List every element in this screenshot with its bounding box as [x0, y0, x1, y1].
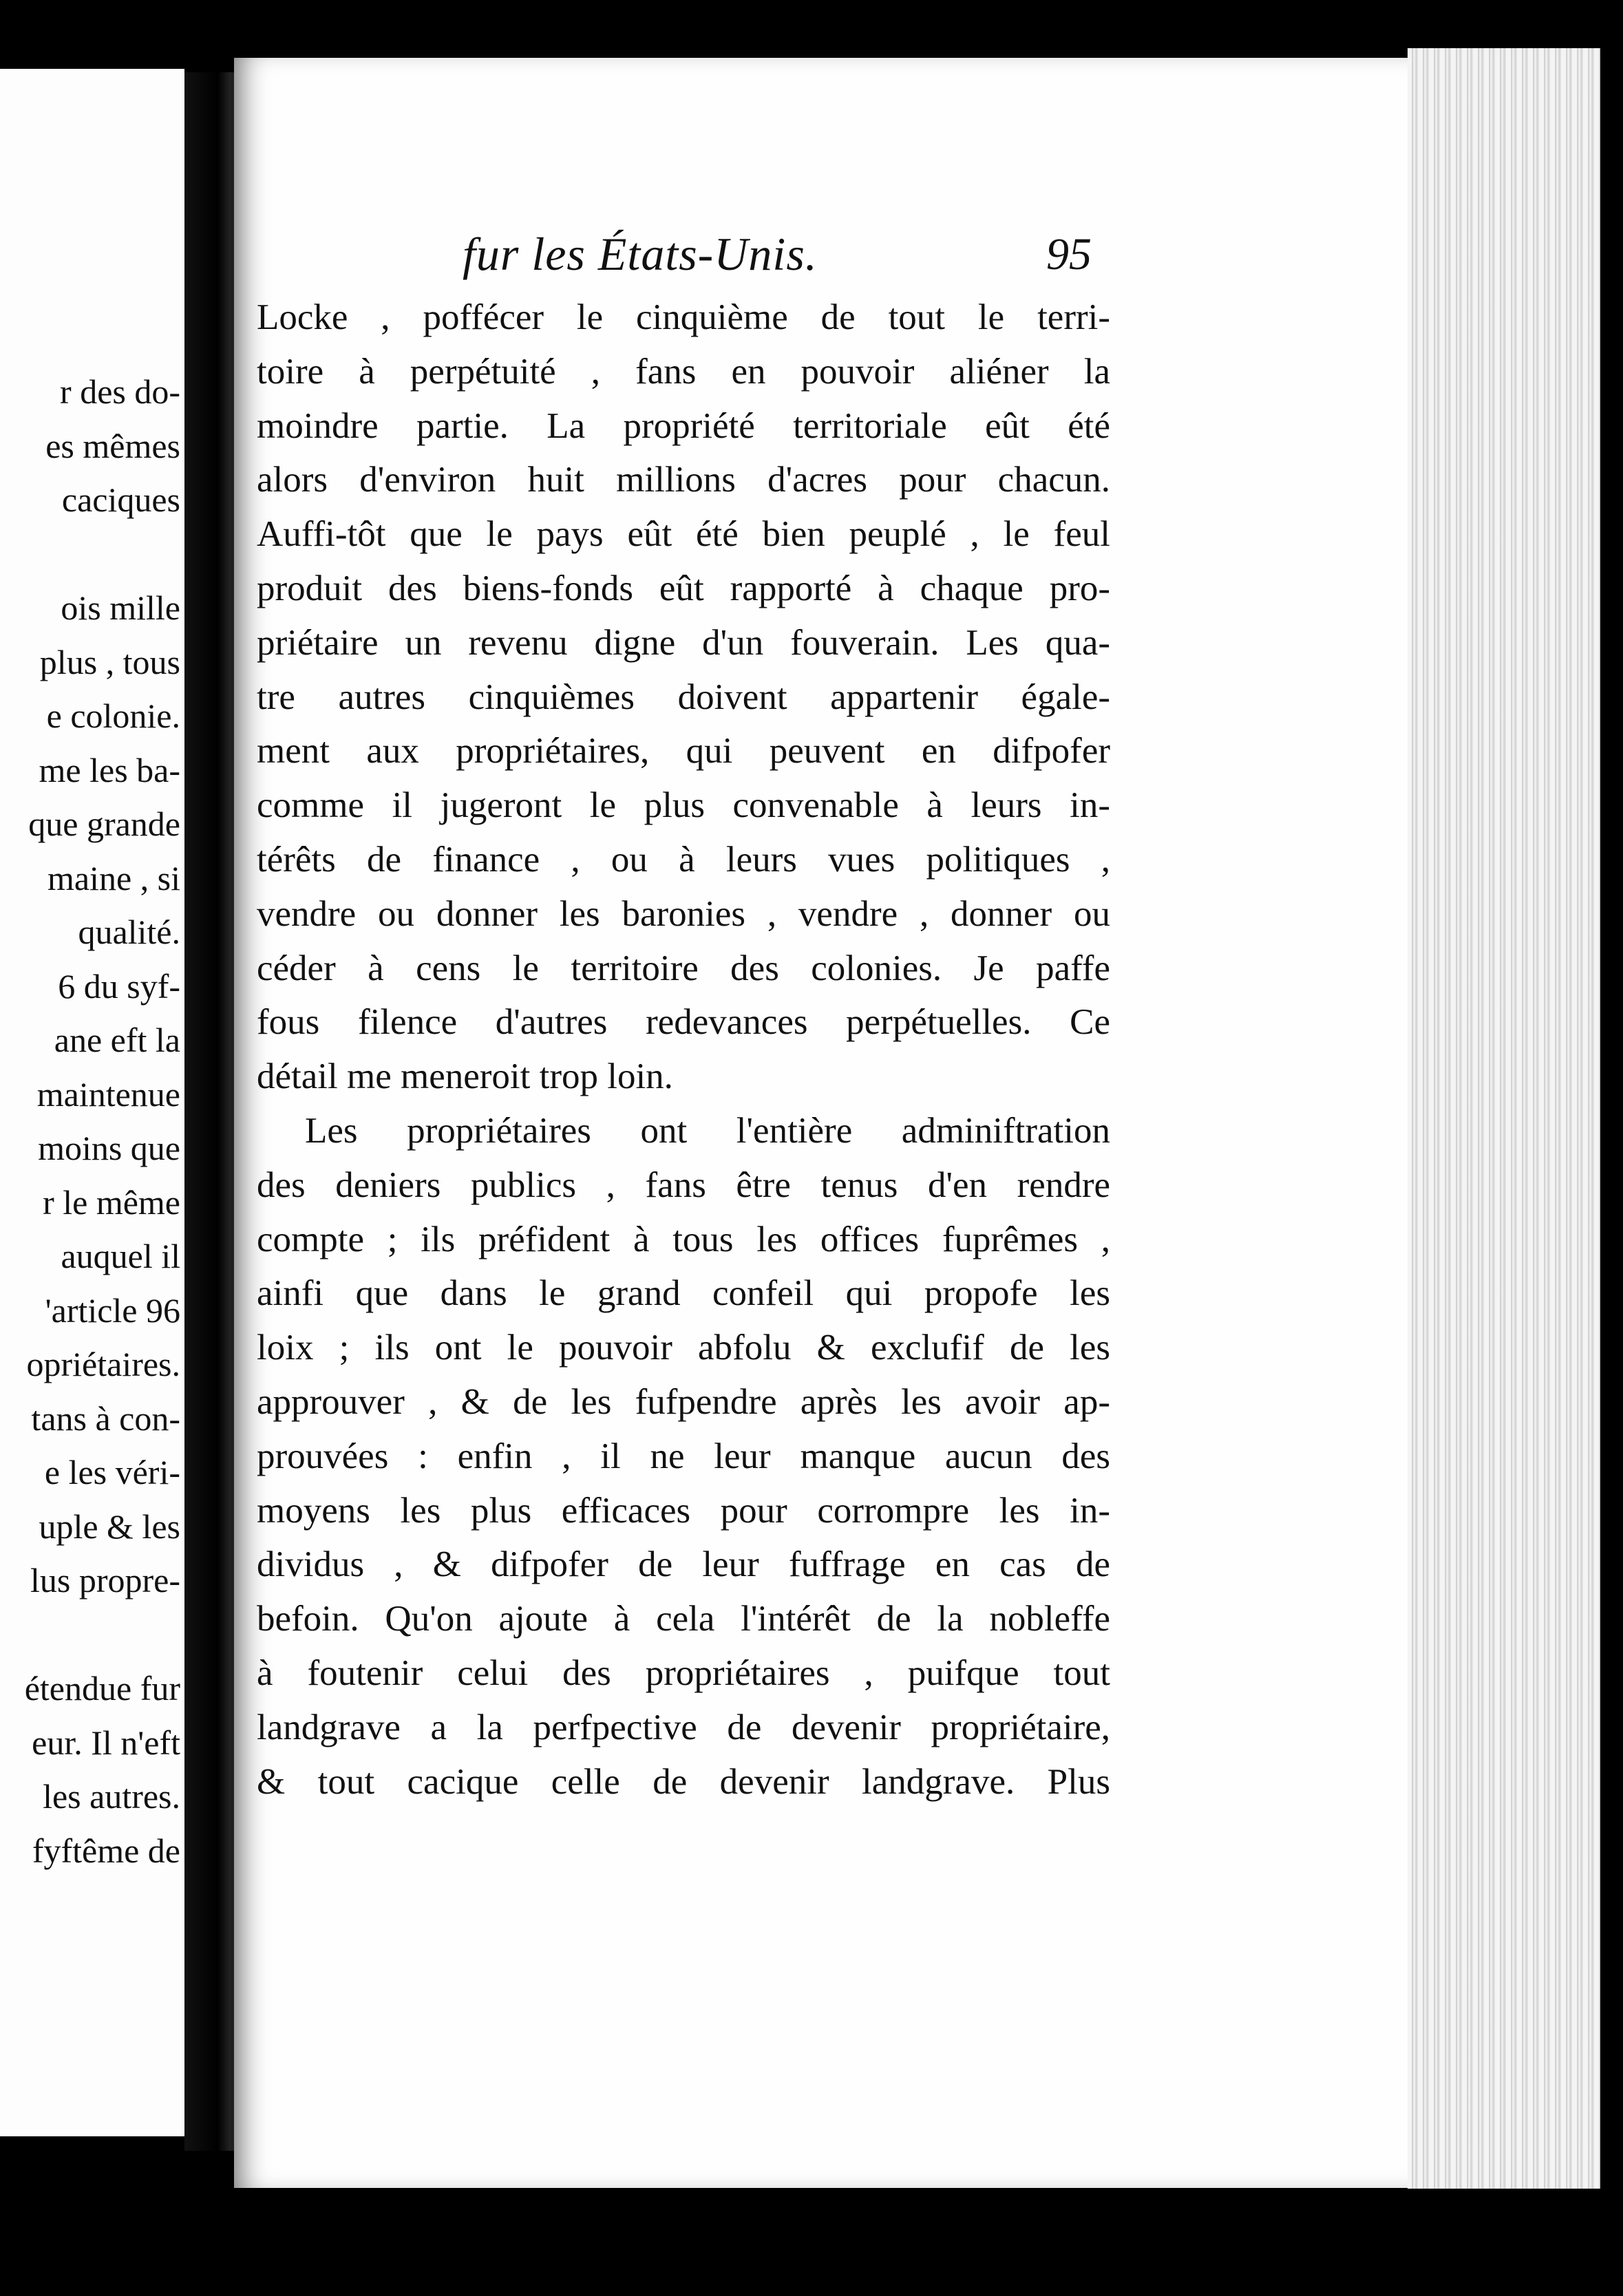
text-line: vendre ou donner les baronies , vendre , donner ou — [257, 893, 1110, 934]
left-text-line: les autres. — [43, 1777, 180, 1816]
page-body-text — [257, 290, 1110, 1809]
left-text-line — [25, 1608, 180, 1662]
text-line: befoin. Qu'on ajoute à cela l'intérêt de la nobleffe — [257, 1599, 1110, 1639]
left-text-line: qualité. — [78, 913, 180, 951]
text-line: prouvées : enfin , il ne leur manque aucun des — [257, 1436, 1110, 1476]
text-line: fous filence d'autres redevances perpétuelles. Ce — [257, 1002, 1110, 1043]
text-line: moyens les plus efficaces pour corrompre les in- — [257, 1490, 1110, 1531]
text-line: toire à perpétuité , fans en pouvoir aliéner la — [257, 351, 1110, 392]
left-text-line: r le même — [43, 1182, 180, 1222]
running-head: fur les États-Unis. — [463, 228, 818, 280]
text-line: landgrave a la perfpective de devenir propriétaire, — [257, 1707, 1110, 1747]
left-text-line: me les ba- — [39, 750, 180, 789]
text-line: céder à cens le territoire des colonies. Je paffe — [257, 948, 1110, 988]
left-text-line: que grande — [28, 805, 180, 843]
text-line: priétaire un revenu digne d'un fouverain. Les qua- — [257, 622, 1110, 663]
left-text-line: uple & les — [39, 1507, 180, 1546]
text-line: approuver , & de les fufpendre après les avoir ap- — [257, 1381, 1110, 1422]
text-line: compte ; ils préfident à tous les offices fuprêmes , — [257, 1219, 1110, 1259]
text-line: des deniers publics , fans être tenus d'en rendre — [257, 1165, 1110, 1205]
text-line: & tout cacique celle de devenir landgrave. Plus — [257, 1761, 1110, 1802]
text-line: Auffi-tôt que le pays eût été bien peuplé , le feul — [257, 514, 1110, 555]
text-line: tre autres cinquièmes doivent appartenir égale- — [257, 677, 1110, 717]
text-line: Les propriétaires ont l'entière adminiftration — [305, 1110, 1110, 1151]
left-text-line: caciques — [61, 480, 180, 519]
left-text-line: tans à con- — [31, 1399, 180, 1438]
left-text-line: r des do- — [60, 372, 180, 411]
left-text-line: 6 du syf- — [58, 966, 180, 1006]
text-line: ment aux propriétaires, qui peuvent en difpofer — [257, 731, 1110, 772]
text-line: dividus , & difpofer de leur fuffrage en cas de — [257, 1544, 1110, 1585]
page-fore-edge — [1408, 48, 1600, 2189]
left-text-line: fyftême de — [32, 1831, 180, 1870]
left-text-line: ane eft la — [54, 1021, 180, 1059]
left-text-line: plus , tous — [39, 642, 180, 681]
left-text-line: étendue fur — [24, 1669, 180, 1708]
text-line: Locke , poffécer le cinquième de tout le terri- — [257, 297, 1110, 337]
left-text-line: auquel il — [61, 1237, 180, 1275]
left-text-line: es mêmes — [45, 426, 180, 465]
text-line: loix ; ils ont le pouvoir abfolu & exclufif de les — [257, 1328, 1110, 1368]
left-text-line: opriétaires. — [26, 1345, 180, 1383]
left-text-line: lus propre- — [30, 1561, 180, 1599]
text-line: à foutenir celui des propriétaires , puifque tout — [257, 1652, 1110, 1693]
left-text-line: e colonie. — [46, 697, 180, 735]
text-line: térêts de finance , ou à leurs vues politiques , — [257, 839, 1110, 880]
left-text-line: maintenue — [36, 1074, 180, 1114]
left-text-line: ois mille — [61, 588, 180, 627]
left-text-line: maine , si — [47, 858, 180, 897]
left-text-line: 'article 96 — [45, 1290, 180, 1330]
left-page-fragment — [0, 69, 184, 2136]
left-text-line: eur. Il n'eft — [32, 1723, 180, 1762]
page-number: 95 — [1046, 229, 1092, 279]
text-line: ainfi que dans le grand confeil qui propofe les — [257, 1273, 1110, 1314]
text-line: alors d'environ huit millions d'acres pour chacun. — [257, 460, 1110, 500]
left-text-line — [25, 527, 180, 582]
text-line: détail me meneroit trop loin. — [257, 1056, 673, 1097]
text-line: produit des biens-fonds eût rapporté à chaque pro- — [257, 568, 1110, 608]
left-text-line: moins que — [38, 1129, 180, 1167]
text-line: moindre partie. La propriété territoriale eût été — [257, 405, 1110, 446]
text-line: comme il jugeront le plus convenable à leurs in- — [257, 785, 1110, 826]
left-page-text — [25, 365, 180, 1878]
left-text-line: e les véri- — [44, 1453, 180, 1491]
